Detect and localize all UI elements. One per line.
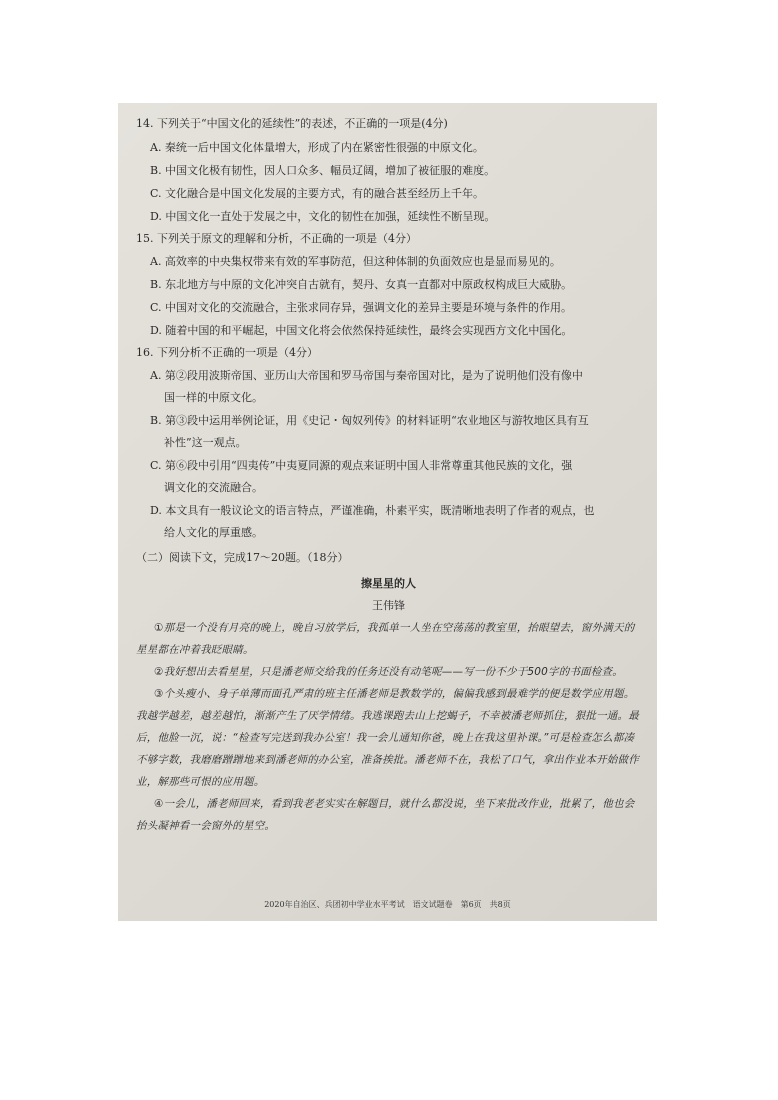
- question-16-option-a: [136, 365, 641, 410]
- question-15-title: 15. 下列关于原文的理解和分析，不正确的一项是（4分）: [136, 231, 417, 245]
- question-14-option-a: A. 秦统一后中国文化体量增大，形成了内在紧密性很强的中原文化。: [150, 140, 484, 154]
- question-16-option-b: [136, 410, 641, 455]
- question-14-option-b: B. 中国文化极有韧性，因人口众多、幅员辽阔，增加了被征服的难度。: [150, 163, 496, 177]
- question-15-option-b: B. 东北地方与中原的文化冲突自古就有，契丹、女真一直都对中原政权构成巨大威胁。: [150, 278, 573, 291]
- page-content: [136, 113, 641, 837]
- question-16-option-c: [136, 455, 641, 500]
- option-text: C. 第⑥段中引用“四夷传”中夷夏同源的观点来证明中国人非常尊重其他民族的文化，强: [150, 458, 573, 472]
- option-text: D. 本文具有一般议论文的语言特点，严谨准确，朴素平实，既清晰地表明了作者的观点，也: [150, 503, 595, 517]
- article-paragraph-3: ③个头瘦小、身子单薄而面孔严肃的班主任潘老师是教数学的，偏偏我感到最难学的便是数学应用题。我越学越差，越差越怕，渐渐产生了厌学情绪。我逃课跑去山上挖蝎子，不幸被潘老师抓住，狠批一通。最后，他脸一沉，说：“检查写完送到我办公室！我一会儿通知你爸，晚上在我这里补课。”可是检查怎么都凑不够字数，我磨磨蹭蹭地来到潘老师的办公室，准备挨批。潘老师不在，我松了口气，拿出作业本开始做作业，解那些可恨的应用题。: [136, 688, 639, 788]
- scanned-page-photo: [118, 103, 657, 921]
- question-15-option-d: D. 随着中国的和平崛起，中国文化将会依然保持延续性，最终会实现西方文化中国化。: [150, 324, 573, 337]
- article-paragraph-4: ④一会儿，潘老师回来，看到我老老实实在解题目，就什么都没说，坐下来批改作业，批累了，他也会抬头凝神看一会窗外的星空。: [136, 798, 635, 832]
- option-text-continued: 调文化的交流融合。: [164, 481, 263, 494]
- question-16-title: 16. 下列分析不正确的一项是（4分）: [136, 346, 318, 359]
- question-14-option-d: D. 中国文化一直处于发展之中，文化的韧性在加强，延续性不断呈现。: [150, 209, 496, 223]
- question-16-option-d: [136, 500, 641, 545]
- question-14-title: 14. 下列关于“中国文化的延续性”的表述，不正确的一项是(4分): [136, 117, 448, 130]
- article-paragraph-2: ②我好想出去看星星，只是潘老师交给我的任务还没有动笔呢——写一份不少于500字的书面检查。: [154, 666, 623, 678]
- article-paragraph-1: ①那是一个没有月亮的晚上，晚自习放学后，我孤单一人坐在空荡荡的教室里，抬眼望去，窗外满天的星星都在冲着我眨眼睛。: [136, 622, 635, 656]
- question-15-option-a: A. 高效率的中央集权带来有效的军事防范，但这种体制的负面效应也是显而易见的。: [150, 255, 561, 268]
- page-footer: 2020年自治区、兵团初中学业水平考试 语文试题卷 第6页 共8页: [264, 900, 511, 909]
- option-text-continued: 给人文化的厚重感。: [164, 526, 263, 539]
- option-text-continued: 国一样的中原文化。: [164, 391, 263, 404]
- article-title: 擦星星的人: [361, 577, 416, 590]
- option-text: A. 第②段用波斯帝国、亚历山大帝国和罗马帝国与秦帝国对比，是为了说明他们没有像中: [150, 368, 583, 382]
- question-14-option-c: C. 文化融合是中国文化发展的主要方式，有的融合甚至经历上千年。: [150, 186, 485, 200]
- option-text-continued: 补性”这一观点。: [164, 436, 247, 449]
- option-text: B. 第③段中运用举例论证，用《史记・匈奴列传》的材料证明“农业地区与游牧地区具有互: [150, 413, 589, 427]
- question-15-option-c: C. 中国对文化的交流融合，主张求同存异，强调文化的差异主要是环境与条件的作用。: [150, 301, 573, 314]
- article-author: 王伟锋: [372, 599, 405, 612]
- section-2-heading: （二）阅读下文，完成17～20题。（18分）: [136, 550, 349, 564]
